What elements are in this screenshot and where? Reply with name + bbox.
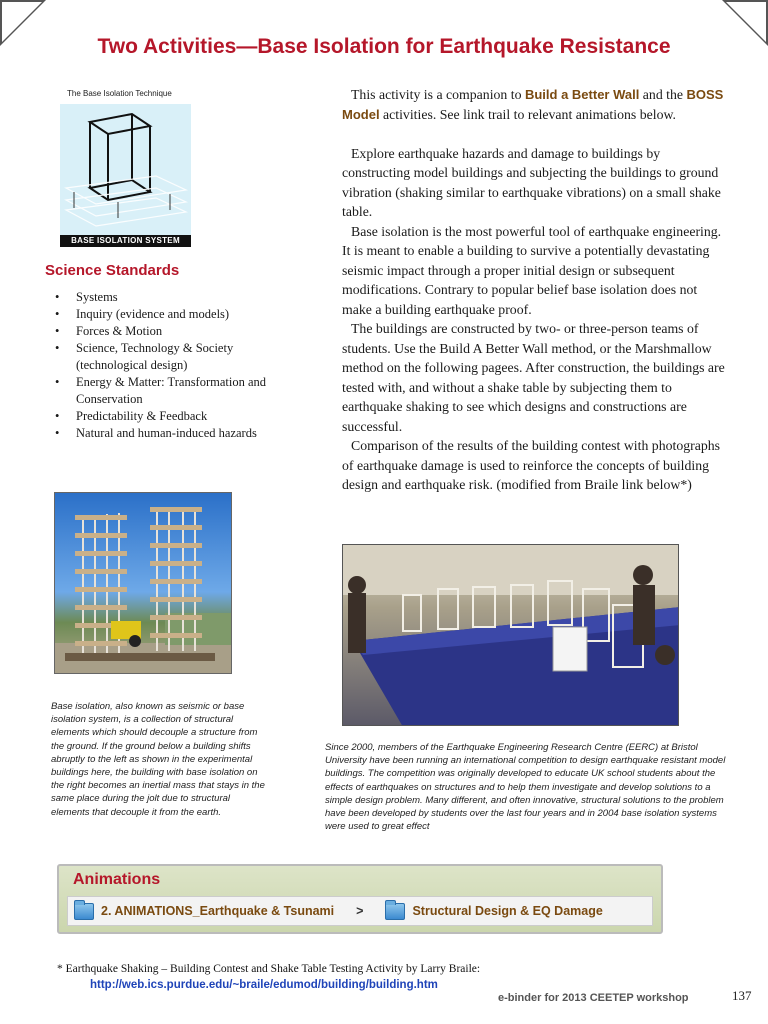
list-item: • Predictability & Feedback	[55, 408, 305, 425]
figure-caption-base-isolation: The Base Isolation Technique	[67, 89, 172, 98]
intro-text	[342, 85, 727, 495]
earthquake-tsunami-animations-link[interactable]: 2. ANIMATIONS_Earthquake & Tsunami	[101, 904, 335, 918]
animations-panel	[57, 864, 663, 934]
isolated-building-drawing	[60, 104, 191, 235]
contest-illustration	[343, 545, 679, 726]
list-item: • Science, Technology & Society (technological design)	[55, 340, 305, 374]
base-isolation-caption: Base isolation, also known as seismic or base isolation system, is a collection of structural elements which should decouple a structure from the ground. If the ground below a building shifts abruptly to the left as shown in the experimental buildings here, the building with base isolation on the right becomes an inertial mass that stays in the same place during the jolt due to structural elements that decouple it from the earth.	[51, 701, 265, 818]
intro-paragraph-3: Base isolation is the most powerful tool of earthquake engineering. It is meant to enable a building to survive a potentially devastating seismic impact through a proper initial design or subsequent modifications. Contrary to popular belief base isolation does not make a building earthquake proof.	[342, 223, 722, 317]
base-isolation-diagram	[60, 104, 191, 247]
boss-model-link[interactable]: BOSS Model	[342, 87, 724, 122]
folder-icon	[74, 903, 94, 920]
intro-paragraph-4: The buildings are constructed by two- or three-person teams of students. Use the Build A Better Wall method, or the Marshmallow method on the following pagees. After construction, the buildings are tested with, and without a shake table by subjecting them to earthquake shaking to see which designs and constructions are successful.	[342, 321, 725, 434]
science-standards-list	[55, 289, 305, 442]
animations-link-trail	[67, 896, 653, 926]
braile-activity-link[interactable]: http://web.ics.purdue.edu/~braile/edumod/building/building.htm	[90, 979, 438, 991]
structural-design-eq-damage-link[interactable]: Structural Design & EQ Damage	[412, 904, 603, 918]
page-title: Two Activities—Base Isolation for Earthquake Resistance	[97, 35, 671, 58]
list-item: • Inquiry (evidence and models)	[55, 306, 305, 323]
animations-title: Animations	[73, 871, 161, 888]
intro-text-segment: This activity is a companion to	[351, 87, 525, 102]
build-a-better-wall-link[interactable]: Build a Better Wall	[524, 87, 640, 102]
list-item: • Forces & Motion	[55, 323, 305, 340]
list-item: • Energy & Matter: Transformation and Conservation	[55, 374, 305, 408]
base-isolation-band-label: BASE ISOLATION SYSTEM	[60, 235, 191, 247]
contest-caption: Since 2000, members of the Earthquake Engineering Research Centre (EERC) at Bristol University have been running an international competition to design earthquake resistant model buildings. The competition was originally developed to educate UK school students about the effects of earthquakes on structures and to help them investigate and develop solutions to a simple design problem. Many different, and often innovative, structural solutions to the problem have been developed by students over the last four years and in 2004 base isolation systems were used to great effect	[325, 742, 726, 833]
towers-illustration	[55, 493, 232, 674]
list-item: • Natural and human-induced hazards	[55, 425, 305, 442]
intro-paragraph-1	[342, 85, 727, 124]
intro-text-segment: and the	[639, 87, 687, 102]
intro-paragraph-5: Comparison of the results of the building contest with photographs of earthquake damage is used to reinforce the concepts of building design and earthquake risk. (modified from Braile link below*)	[342, 438, 721, 492]
intro-paragraph-2: Explore earthquake hazards and damage to buildings by constructing model buildings and subjecting the buildings to ground vibration (shaking similar to earthquake vibrations) on a small shake table.	[342, 145, 721, 219]
page-number: 137	[732, 988, 752, 1003]
building-contest-photo	[342, 544, 679, 726]
footer-text: e-binder for 2013 CEETEP workshop	[498, 992, 689, 1004]
folder-icon	[385, 903, 405, 920]
intro-text-segment: activities. See link trail to relevant animations below.	[379, 106, 676, 122]
list-item: • Systems	[55, 289, 305, 306]
footnote: * Earthquake Shaking – Building Contest and Shake Table Testing Activity by Larry Braile:	[57, 963, 481, 975]
breadcrumb-separator: >	[356, 904, 364, 918]
science-standards-heading: Science Standards	[45, 262, 180, 279]
experimental-towers-photo	[54, 492, 232, 674]
